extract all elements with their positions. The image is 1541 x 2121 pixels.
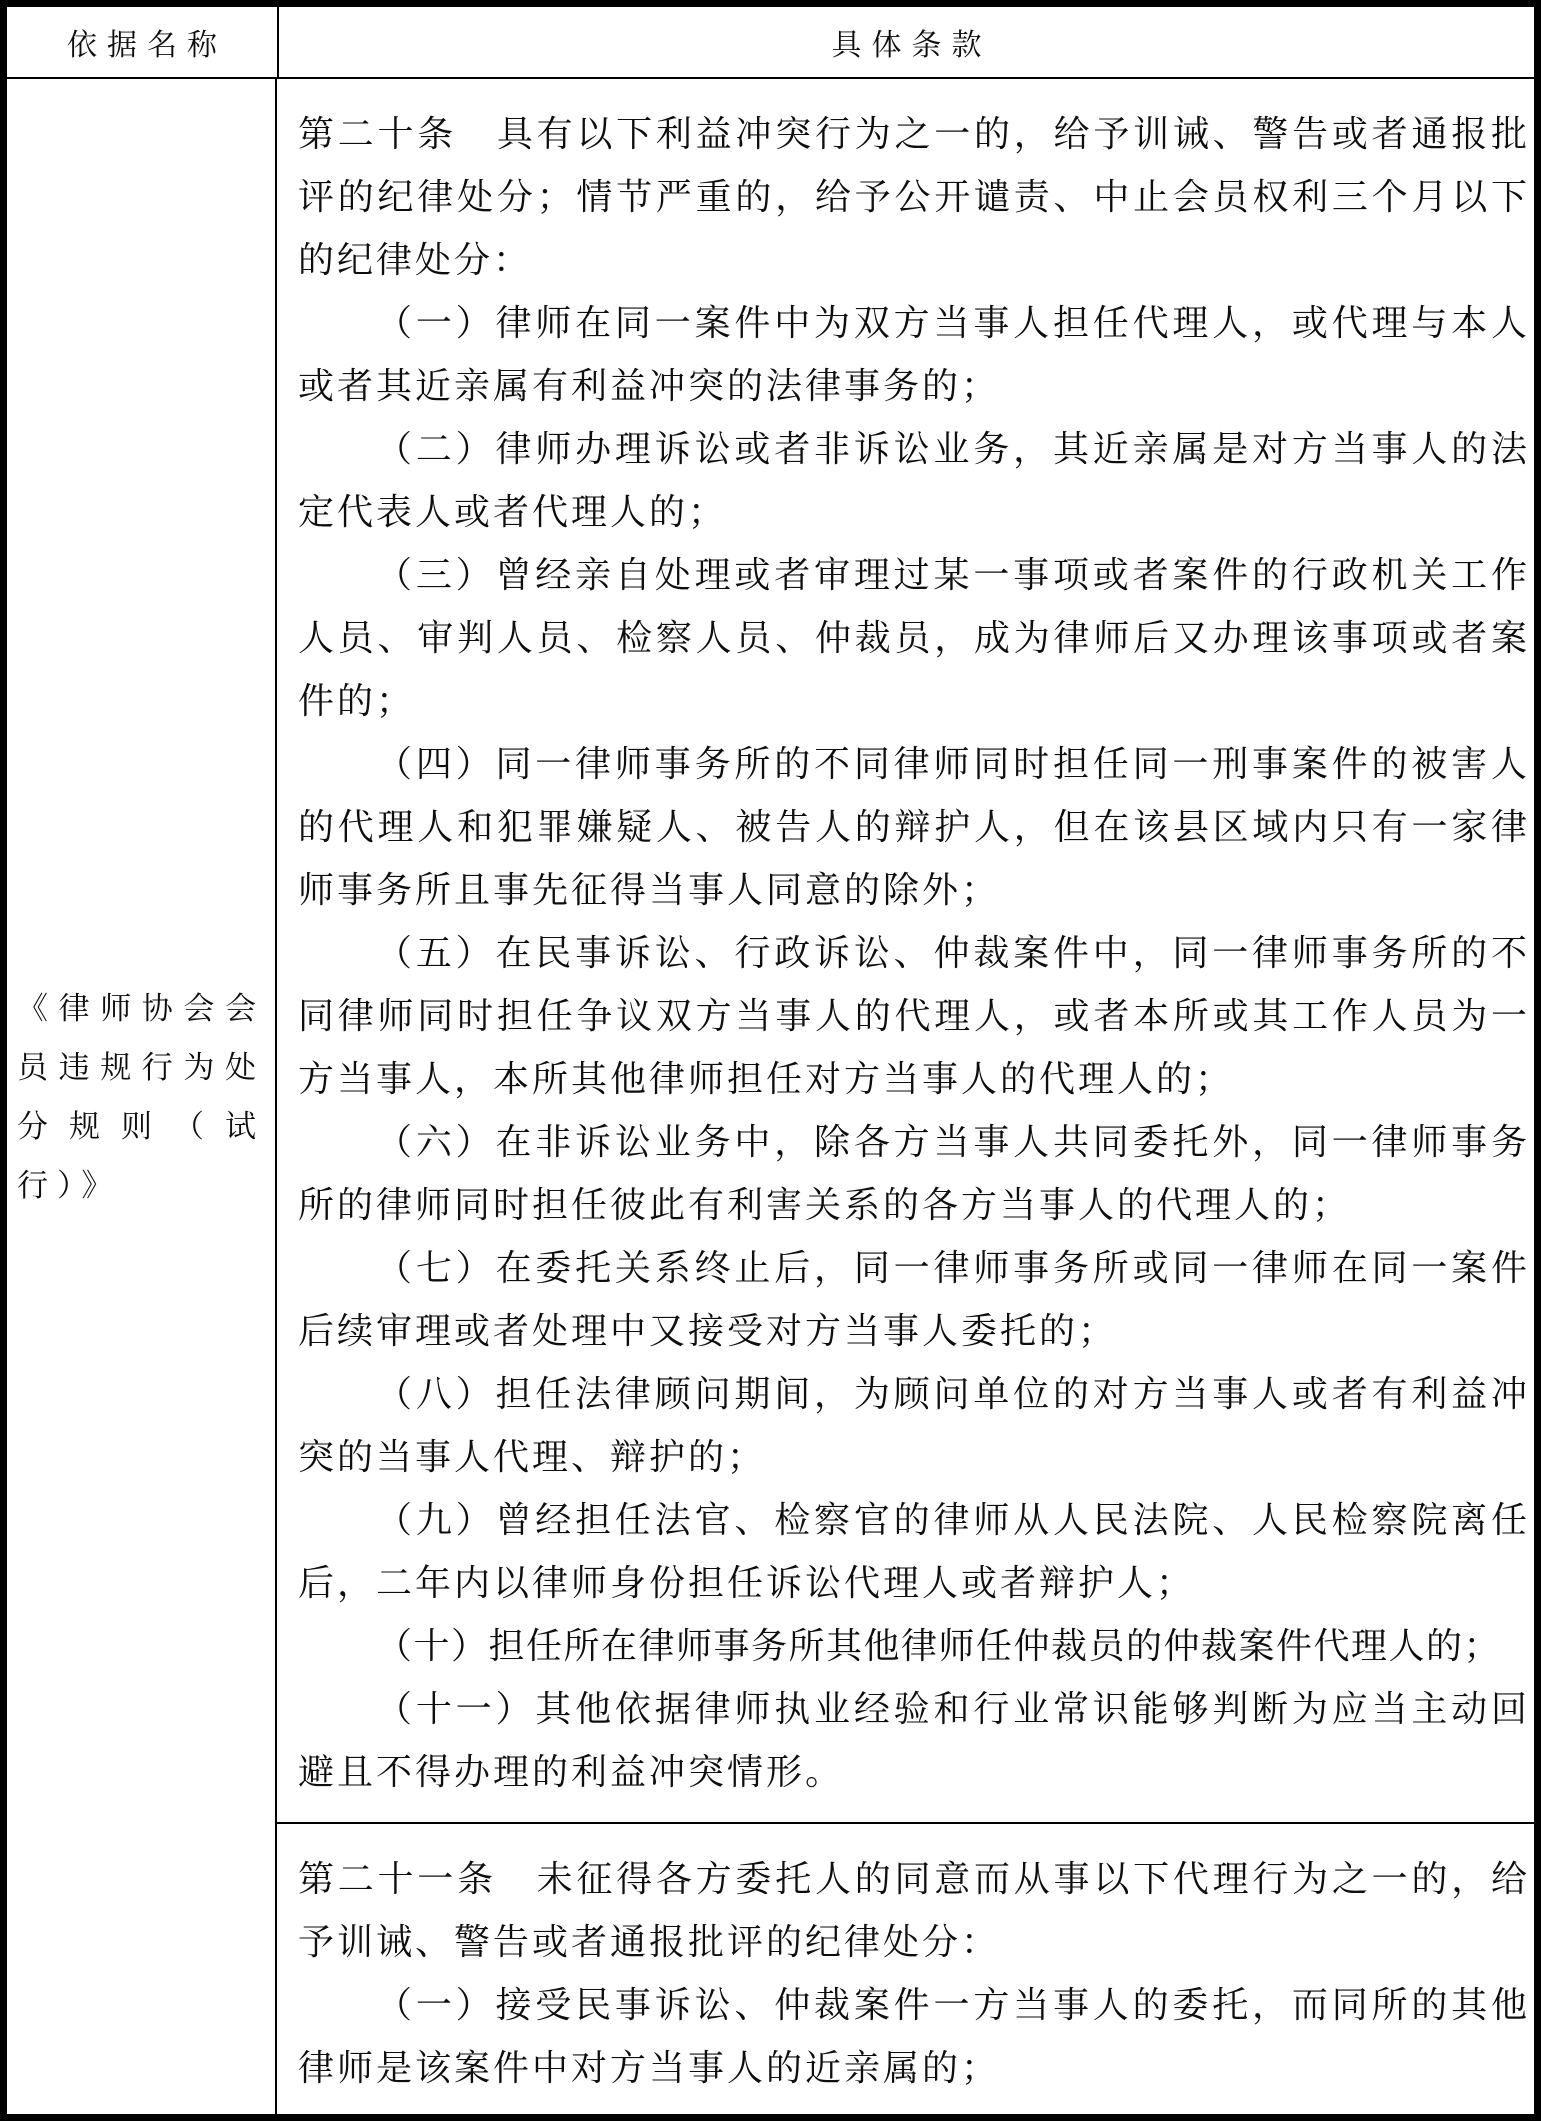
provision-paragraph: （四）同一律师事务所的不同律师同时担任同一刑事案件的被害人的代理人和犯罪嫌疑人、被告人的辩护人，但在该县区域内只有一家律师事务所且事先征得当事人同意的除外；: [298, 744, 1530, 910]
header-specific-provisions: 具体条款: [831, 29, 992, 62]
provision-paragraph: 第二十一条 未征得各方委托人的同意而从事以下代理行为之一的，给予训诫、警告或者通报批评的纪律处分：: [298, 1859, 1530, 1962]
article-20-cell: [277, 79, 1534, 1824]
provision-paragraph: （十）担任所在律师事务所其他律师任仲裁员的仲裁案件代理人的；: [376, 1626, 1502, 1666]
provision-paragraph: （一）接受民事诉讼、仲裁案件一方当事人的委托，而同所的其他律师是该案件中对方当事人的近亲属的；: [298, 1985, 1530, 2088]
provisions-column: [277, 79, 1534, 2114]
provision-paragraph: （一）律师在同一案件中为双方当事人担任代理人，或代理与本人或者其近亲属有利益冲突的法律事务的；: [298, 303, 1530, 406]
provision-paragraph: （八）担任法律顾问期间，为顾问单位的对方当事人或者有利益冲突的当事人代理、辩护的；: [298, 1374, 1530, 1477]
provision-paragraph: （二）律师办理诉讼或者非诉讼业务，其近亲属是对方当事人的法定代表人或者代理人的；: [298, 429, 1530, 532]
provision-paragraph: （九）曾经担任法官、检察官的律师从人民法院、人民检察院离任后，二年内以律师身份担任诉讼代理人或者辩护人；: [298, 1500, 1530, 1603]
basis-name-cell: [7, 79, 277, 2114]
table-body: [7, 79, 1534, 2114]
provision-paragraph: （十一）其他依据律师执业经验和行业常识能够判断为应当主动回避且不得办理的利益冲突情形。: [298, 1689, 1530, 1792]
table-header-row: [7, 7, 1534, 79]
provision-paragraph: （五）在民事诉讼、行政诉讼、仲裁案件中，同一律师事务所的不同律师同时担任争议双方当事人的代理人，或者本所或其工作人员为一方当事人，本所其他律师担任对方当事人的代理人的；: [298, 933, 1530, 1099]
header-basis-name: 依据名称: [7, 7, 279, 77]
provision-paragraph: 第二十条 具有以下利益冲突行为之一的，给予训诫、警告或者通报批评的纪律处分；情节严重的，给予公开谴责、中止会员权利三个月以下的纪律处分：: [298, 114, 1530, 280]
provision-paragraph: （三）曾经亲自处理或者审理过某一事项或者案件的行政机关工作人员、审判人员、检察人员、仲裁员，成为律师后又办理该事项或者案件的；: [298, 555, 1530, 721]
provision-paragraph: （七）在委托关系终止后，同一律师事务所或同一律师在同一案件后续审理或者处理中又接受对方当事人委托的；: [298, 1248, 1530, 1351]
article-21-cell: [277, 1824, 1534, 2114]
provision-paragraph: （六）在非诉讼业务中，除各方当事人共同委托外，同一律师事务所的律师同时担任彼此有利害关系的各方当事人的代理人的；: [298, 1122, 1530, 1225]
basis-name-text: 《律师协会会员违规行为处分规则（试行）》: [17, 990, 265, 1203]
